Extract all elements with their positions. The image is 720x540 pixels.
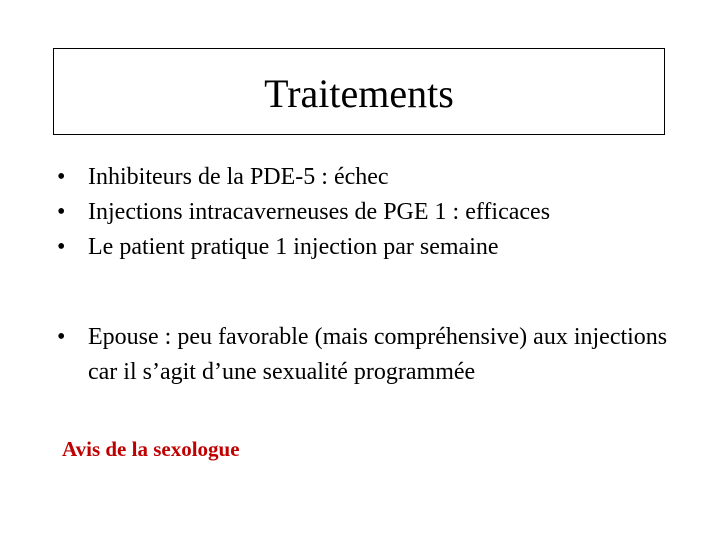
bullet-text: Injections intracaverneuses de PGE 1 : efficaces: [88, 199, 551, 225]
bullet-dot-icon: •: [57, 324, 66, 350]
bullet-list-secondary: [57, 320, 697, 390]
bullet-item: [57, 160, 697, 195]
bullet-list-primary: [57, 160, 697, 265]
bullet-dot-icon: •: [57, 234, 66, 260]
bullet-dot-icon: •: [57, 199, 66, 225]
bullet-text: Le patient pratique 1 injection par semaine: [88, 234, 499, 260]
title-frame: [53, 48, 665, 135]
bullet-item: [57, 230, 697, 265]
slide-title: Traitements: [264, 70, 454, 116]
note-text: Avis de la sexologue: [62, 437, 240, 461]
bullet-text: Inhibiteurs de la PDE-5 : échec: [88, 164, 389, 190]
bullet-dot-icon: •: [57, 164, 66, 190]
bullet-item: [57, 195, 697, 230]
bullet-item: [57, 320, 697, 390]
bullet-text: Epouse : peu favorable (mais compréhensive) aux injections car il s’agit d’une sexualité programmée: [88, 324, 668, 385]
